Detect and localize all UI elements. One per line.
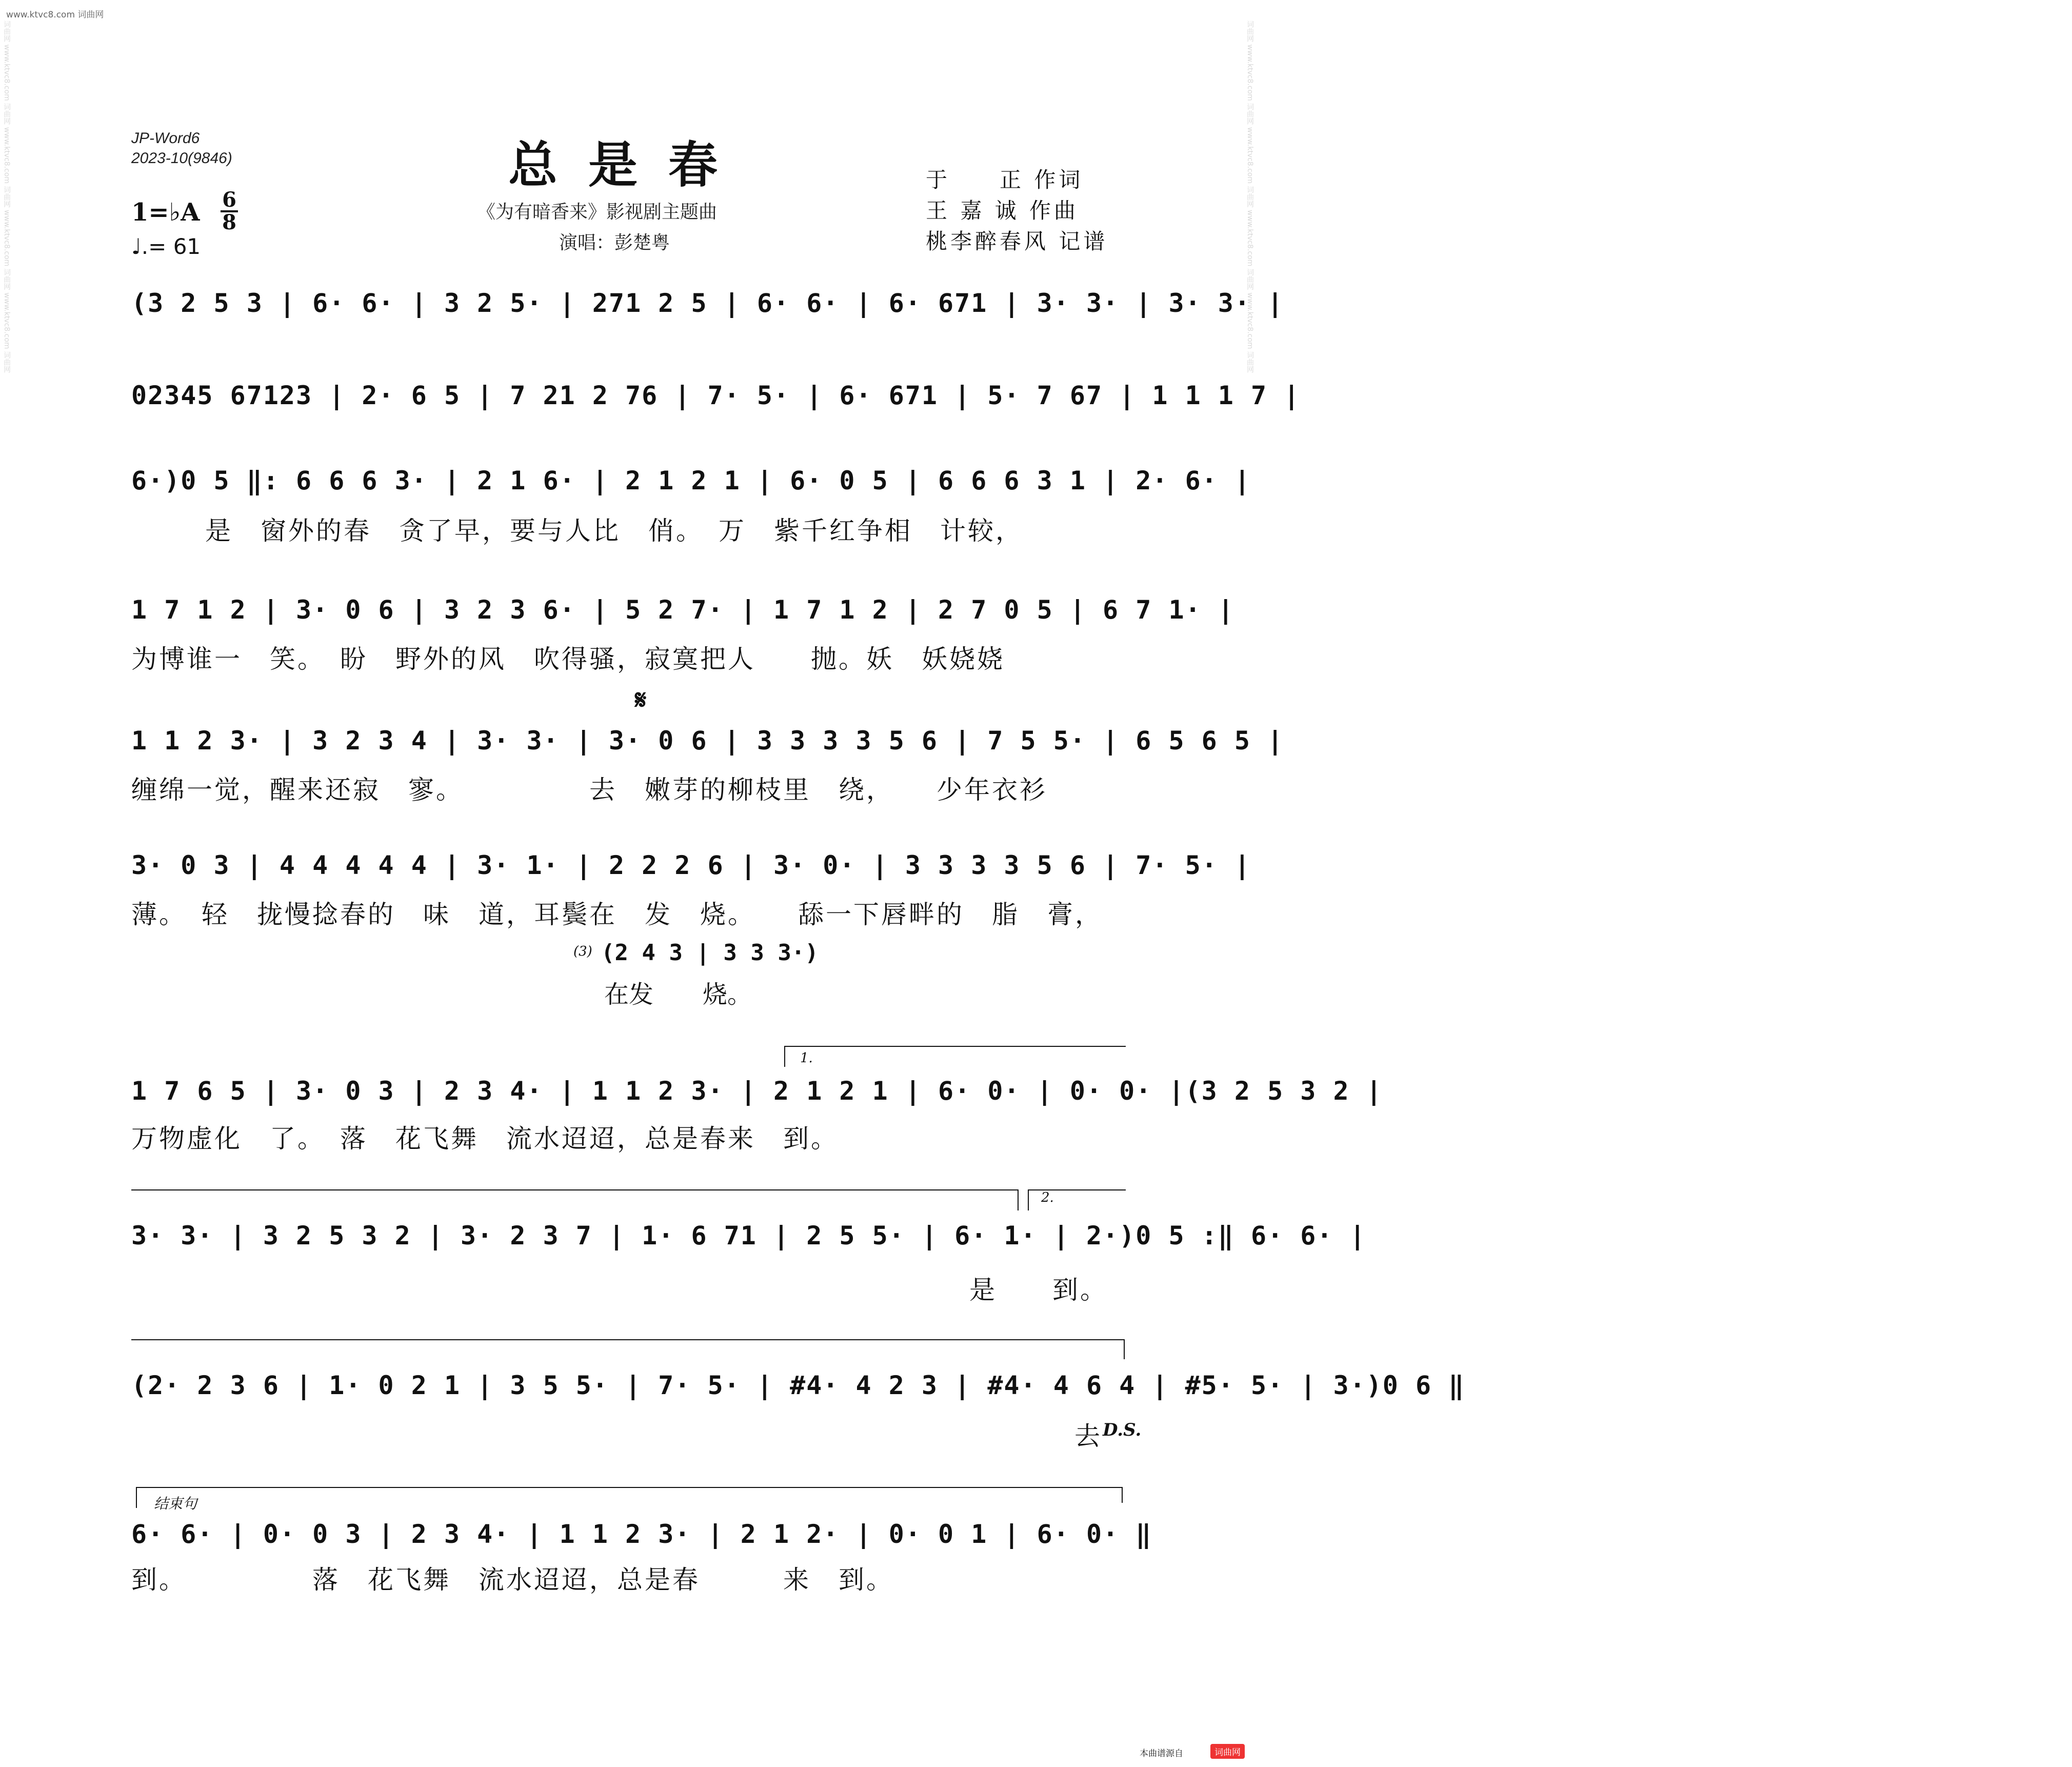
segno-sign: 𝄋 [635,685,647,716]
lyric-line-4: 为博谁一 笑。 盼 野外的风 吹得骚，寂寞把人 抛。妖 妖娆娆 [131,644,1005,674]
subtitle: 《为有暗香来》影视剧主题曲 [477,202,718,223]
score-line-8: 3· 3· | 3 2 5 3 2 | 3· 2 3 7 | 1· 6 71 | 2 5 5· | 6· 1· | 2·)0 5 :‖ 6· 6· | [131,1221,1366,1250]
alt-ending-mark: (3) [573,944,592,959]
alt-ending-lyrics: 在发 烧。 [604,980,752,1009]
ds-marking: D.S. [1103,1420,1142,1440]
software-label: JP-Word6 [131,130,200,147]
transcriber-credit: 桃李醉春风 记谱 [926,229,1108,254]
lyric-line-5: 缠绵一觉，醒来还寂 寥。 去 嫩芽的柳枝里 绕， 少年衣衫 [131,775,1047,805]
score-line-3: 6·)0 5 ‖: 6 6 6 3· | 2 1 6· | 2 1 2 1 | 6· 0 5 | 6 6 6 3 1 | 2· 6· | [131,466,1251,495]
key-signature: 1=♭A [131,198,200,227]
score-line-5: 1 1 2 3· | 3 2 3 4 | 3· 3· | 3· 0 6 | 3 3 3 3 5 6 | 7 5 5· | 6 5 6 5 | [131,726,1284,756]
lyric-line-7: 万物虚化 了。 落 花飞舞 流水迢迢，总是春来 到。 [131,1124,839,1154]
version-label: 2023-10(9846) [131,150,232,167]
score-line-7: 1 7 6 5 | 3· 0 3 | 2 3 4· | 1 1 2 3· | 2 1 2 1 | 6· 0· | 0· 0· |(3 2 5 3 2 | [131,1076,1383,1106]
singer: 演唱：彭楚粤 [559,232,670,253]
lyric-line-9: 去 [1074,1421,1102,1451]
coda-label: 结束句 [154,1495,197,1512]
footer-source-text: 本曲谱源自 [1140,1749,1183,1759]
site-url[interactable]: www.ktvc8.com 词曲网 [6,10,104,20]
time-signature-bottom: 8 [222,210,236,234]
score-line-1: (3 2 5 3 | 6· 6· | 3 2 5· | 271 2 5 | 6· 6· | 6· 671 | 3· 3· | 3· 3· | [131,288,1284,318]
composer-credit: 王 嘉 诚 作曲 [926,198,1079,223]
lyric-line-6: 薄。 轻 拢慢捻春的 味 道，耳鬓在 发 烧。 舔一下唇畔的 脂 膏， [131,900,1103,929]
score-line-6: 3· 0 3 | 4 4 4 4 4 | 3· 1· | 2 2 2 6 | 3· 0· | 3 3 3 3 5 6 | 7· 5· | [131,850,1251,880]
lyric-line-10: 到。 落 花飞舞 流水迢迢，总是春 来 到。 [131,1565,894,1595]
score-line-10: 6· 6· | 0· 0 3 | 2 3 4· | 1 1 2 3· | 2 1 2· | 0· 0 1 | 6· 0· ‖ [131,1519,1152,1549]
page-title: 总是春 [508,136,748,194]
lyric-line-8: 是 到。 [969,1275,1108,1305]
time-signature-top: 6 [222,188,236,212]
volta-2-label: 2. [1041,1190,1054,1205]
watermark-right: 词曲网 www.ktvc8.com 词曲网 www.ktvc8.com 词曲网 www.ktvc8.com 词曲网 www.ktvc8.com 词曲网 [1246,21,1254,373]
score-line-4: 1 7 1 2 | 3· 0 6 | 3 2 3 6· | 5 2 7· | 1 7 1 2 | 2 7 0 5 | 6 7 1· | [131,595,1234,625]
score-line-2: 02345 67123 | 2· 6 5 | 7 21 2 76 | 7· 5· | 6· 671 | 5· 7 67 | 1 1 1 7 | [131,381,1301,410]
alt-ending-notes: (2 4 3 | 3 3 3·) [601,940,819,966]
volta-1-label: 1. [800,1050,813,1066]
watermark-left: 词曲网 www.ktvc8.com 词曲网 www.ktvc8.com 词曲网 www.ktvc8.com 词曲网 www.ktvc8.com 词曲网 [3,21,11,373]
lyric-line-3: 是 窗外的春 贪了早，要与人比 俏。 万 紫千红争相 计较， [205,516,1023,546]
score-line-9: (2· 2 3 6 | 1· 0 2 1 | 3 5 5· | 7· 5· | #4· 4 2 3 | #4· 4 6 4 | #5· 5· | 3·)0 6 ‖ [131,1371,1465,1400]
lyricist-credit: 于 正 作词 [926,167,1084,192]
tempo-marking: ♩.= 61 [131,234,201,259]
footer-site-logo[interactable]: 词曲网 [1210,1744,1245,1759]
